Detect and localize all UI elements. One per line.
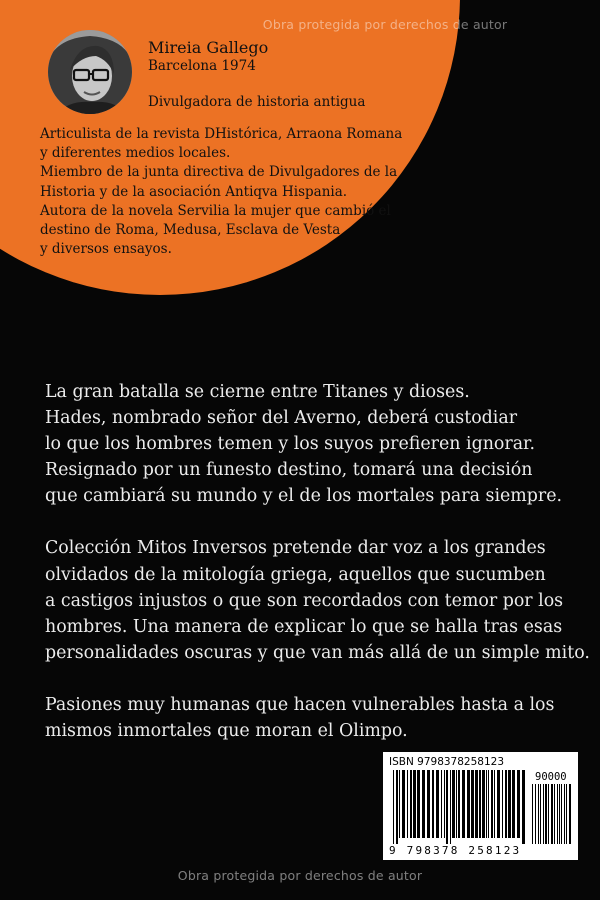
watermark-bottom: Obra protegida por derechos de autor xyxy=(177,868,423,883)
barcode-bar xyxy=(559,784,560,844)
barcode-bar xyxy=(545,784,547,844)
barcode-bar xyxy=(452,770,455,838)
synopsis-line: olvidados de la mitología griega, aquellos que sucumben xyxy=(45,564,546,585)
bio-line: Historia y de la asociación Antiqva Hispania. xyxy=(40,183,348,200)
barcode-bar xyxy=(471,770,474,838)
barcode-bars xyxy=(393,770,527,844)
bio-line: destino de Roma, Medusa, Esclava de Vesta xyxy=(40,222,341,239)
barcode-bar xyxy=(561,784,562,844)
barcode-bar xyxy=(462,770,465,838)
barcode-bar xyxy=(410,770,412,838)
synopsis-line: Resignado por un funesto destino, tomará una decisión xyxy=(45,460,533,481)
barcode-bar xyxy=(517,770,520,838)
barcode-bar xyxy=(512,770,515,838)
synopsis-line: lo que los hombres temen y los suyos prefieren ignorar. xyxy=(45,434,535,455)
barcode-bar xyxy=(450,770,451,844)
barcode-bar xyxy=(393,770,394,844)
bio-line: y diversos ensayos. xyxy=(40,241,172,258)
barcode-bar xyxy=(502,770,503,838)
author-bio xyxy=(40,125,420,259)
synopsis-line: personalidades oscuras y que van más allá de un simple mito. xyxy=(45,642,590,663)
barcode-bar xyxy=(402,770,405,838)
barcode-bar xyxy=(413,770,416,838)
barcode-bar xyxy=(557,784,558,844)
barcode-bar xyxy=(436,770,439,838)
synopsis-line: La gran batalla se cierne entre Titanes y dioses. xyxy=(45,382,470,402)
barcode-bar xyxy=(505,770,507,838)
barcode-bar xyxy=(497,770,500,838)
barcode-bar xyxy=(569,784,571,844)
barcode-bar xyxy=(488,770,489,838)
barcode-bar xyxy=(551,784,553,844)
synopsis-line: Colección Mitos Inversos pretende dar voz a los grandes xyxy=(45,538,546,559)
barcode-bar xyxy=(444,770,445,838)
watermark-top: Obra protegida por derechos de autor xyxy=(262,17,508,32)
synopsis-line: que cambiará su mundo y el de los mortales para siempre. xyxy=(45,486,563,507)
author-role: Divulgadora de historia antigua xyxy=(148,94,366,110)
barcode-bar xyxy=(494,770,495,838)
barcode-bar xyxy=(422,770,425,838)
synopsis-paragraph xyxy=(45,535,590,665)
addon-barcode-bars xyxy=(532,784,572,844)
barcode-bar xyxy=(467,770,470,838)
barcode-bar xyxy=(548,784,549,844)
barcode-bar xyxy=(554,784,555,844)
isbn-label: ISBN 9798378258123 xyxy=(389,756,505,768)
isbn-barcode xyxy=(383,752,578,860)
synopsis-paragraph xyxy=(45,692,565,744)
barcode-bar xyxy=(491,770,493,838)
synopsis-line: Hades, nombrado señor del Averno, deberá custodiar xyxy=(45,408,518,429)
barcode-bar xyxy=(407,770,408,838)
barcode-bar xyxy=(458,770,460,838)
barcode-bar xyxy=(543,784,544,844)
barcode-bar xyxy=(532,784,533,844)
barcode-bar xyxy=(396,770,398,844)
book-synopsis xyxy=(45,379,590,770)
author-name: Mireia Gallego xyxy=(148,38,269,57)
barcode-bar xyxy=(540,784,541,844)
barcode-bar xyxy=(564,784,565,844)
author-photo xyxy=(48,30,132,114)
bio-line: Autora de la novela Servilia la mujer que cambió el xyxy=(40,202,391,219)
barcode-bar xyxy=(482,770,485,838)
barcode-bar xyxy=(486,770,487,838)
synopsis-line: hombres. Una manera de explicar lo que se halla tras esas xyxy=(45,616,563,637)
barcode-bar xyxy=(566,784,567,844)
bio-line: y diferentes medios locales. xyxy=(40,145,231,162)
barcode-bar xyxy=(441,770,442,838)
barcode-bar xyxy=(399,770,400,838)
synopsis-line: mismos inmortales que moran el Olimpo. xyxy=(45,721,408,742)
synopsis-paragraph xyxy=(45,379,565,509)
author-origin: Barcelona 1974 xyxy=(148,58,256,74)
barcode-bar xyxy=(456,770,457,838)
barcode-bar xyxy=(522,770,525,844)
barcode-bar xyxy=(508,770,511,838)
barcode-bar xyxy=(479,770,481,838)
barcode-bar xyxy=(446,770,448,844)
barcode-bar xyxy=(538,784,539,844)
barcode-bar xyxy=(417,770,420,838)
synopsis-line: Pasiones muy humanas que hacen vulnerables hasta a los xyxy=(45,694,555,715)
barcode-bar xyxy=(535,784,536,844)
synopsis-line: a castigos injustos o que son recordados con temor por los xyxy=(45,590,564,611)
bio-line: Articulista de la revista DHistórica, Arraona Romana xyxy=(40,126,403,142)
barcode-bar xyxy=(432,770,434,838)
barcode-digits: 9 798378 258123 xyxy=(389,844,522,857)
price-code: 90000 xyxy=(535,771,567,783)
barcode-bar xyxy=(427,770,430,838)
bio-line: Miembro de la junta directiva de Divulgadores de la xyxy=(40,164,398,181)
barcode-bar xyxy=(475,770,478,838)
